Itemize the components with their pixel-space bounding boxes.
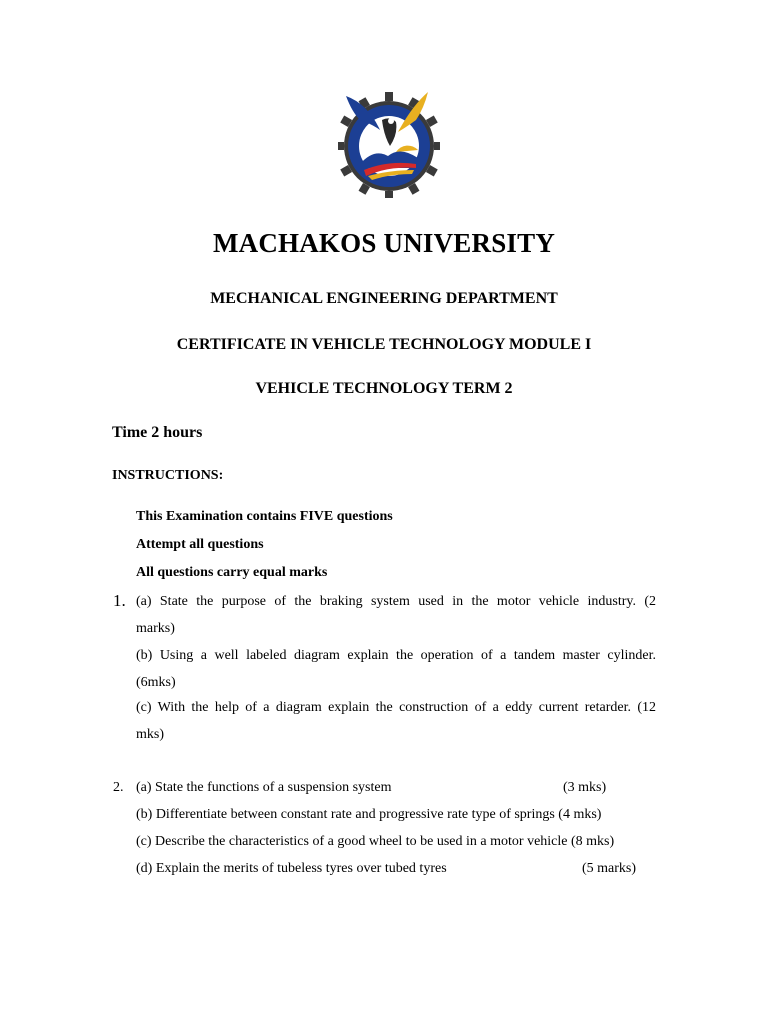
university-name: MACHAKOS UNIVERSITY	[212, 228, 556, 258]
question-2c-text: (c) Describe the characteristics of a good wheel to be used in a motor vehicle (8 mks)	[136, 834, 615, 849]
question-1b-marks: (6mks)	[136, 675, 176, 690]
exam-duration: Time 2 hours	[112, 424, 203, 441]
university-crest-logo	[338, 90, 440, 198]
question-2b-text: (b) Differentiate between constant rate and progressive rate type of springs (4 mks)	[136, 807, 602, 822]
instruction-item: This Examination contains FIVE questions	[136, 509, 393, 524]
instructions-heading: INSTRUCTIONS:	[112, 468, 224, 483]
instruction-item: All questions carry equal marks	[136, 565, 328, 580]
certificate-title: CERTIFICATE IN VEHICLE TECHNOLOGY MODULE I	[176, 336, 592, 353]
question-2a-marks: (3 mks)	[563, 780, 607, 795]
question-2a-text: (a) State the functions of a suspension system	[136, 780, 392, 795]
instruction-item: Attempt all questions	[136, 537, 264, 552]
question-1-number: 1.	[113, 591, 126, 610]
question-1b-text: (b) Using a well labeled diagram explain the operation of a tandem master cylinder.	[136, 648, 656, 663]
question-1c-marks: mks)	[136, 727, 164, 742]
question-2d-marks: (5 marks)	[582, 861, 637, 876]
question-2d-text: (d) Explain the merits of tubeless tyres over tubed tyres	[136, 861, 447, 876]
department-name: MECHANICAL ENGINEERING DEPARTMENT	[210, 290, 558, 307]
question-1c-text: (c) With the help of a diagram explain the construction of a eddy current retarder. (12	[136, 700, 656, 715]
question-1a-text: (a) State the purpose of the braking system used in the motor vehicle industry. (2	[136, 594, 656, 609]
question-2-number: 2.	[113, 780, 124, 795]
question-1a-marks: marks)	[136, 621, 175, 636]
exam-term: VEHICLE TECHNOLOGY TERM 2	[255, 380, 513, 397]
